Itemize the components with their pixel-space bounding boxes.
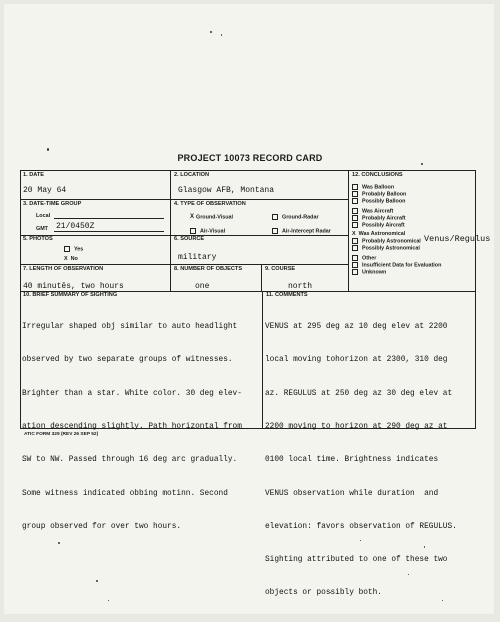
comments-line: 0100 local time. Brightness indicates xyxy=(265,456,439,465)
air-intercept-label: Air-Intercept Radar xyxy=(282,228,331,235)
checkbox xyxy=(352,269,358,275)
conclusion-was-balloon: Was Balloon xyxy=(352,184,441,191)
photos-yes xyxy=(64,246,83,252)
conclusion-possibly-astronomical: Possibly Astronomical xyxy=(352,245,441,252)
conclusion-possibly-balloon: Possibly Balloon xyxy=(352,198,441,205)
length-value: 40 minutēs, two hours xyxy=(23,282,124,291)
divider-summary-comments xyxy=(262,291,263,429)
date-label: 1. DATE xyxy=(23,172,45,178)
was-astronomical-checkmark: X xyxy=(352,231,356,238)
length-label: 7. LENGTH OF OBSERVATION xyxy=(23,266,104,272)
divider-col-course xyxy=(261,264,262,291)
card-border-left xyxy=(20,170,21,429)
course-value: north xyxy=(288,282,313,291)
scan-speck xyxy=(47,148,49,151)
summary-label: 10. BRIEF SUMMARY OF SIGHTING xyxy=(23,292,118,298)
ground-visual-label: Ground-Visual xyxy=(196,214,234,221)
checkbox xyxy=(352,191,358,197)
air-visual-checkbox xyxy=(190,228,196,234)
comments-line: local moving tohorizon at 2300, 310 deg xyxy=(265,356,448,365)
summary-text xyxy=(22,300,242,555)
type-air-visual xyxy=(190,228,225,234)
photos-no-checkmark: X xyxy=(64,256,68,262)
type-ground-radar xyxy=(272,214,319,220)
source-label: 6. SOURCE xyxy=(174,236,205,242)
summary-line: Brighter than a star. White color. 30 deg elev- xyxy=(22,389,242,398)
location-value: Glasgow AFB, Montana xyxy=(178,186,275,195)
photos-no-label: No xyxy=(70,256,78,262)
air-intercept-checkbox xyxy=(272,228,278,234)
scan-speck xyxy=(221,34,222,36)
conclusion-insufficient-data: Insufficient Data for Evaluation xyxy=(352,262,441,269)
dtg-gmt-line xyxy=(54,231,164,232)
card-border-top xyxy=(20,170,476,171)
num-objects-label: 8. NUMBER OF OBJECTS xyxy=(174,266,243,272)
form-footer: ATIC FORM 329 (REV 26 SEP 52) xyxy=(24,432,99,437)
comments-line: Sighting attributed to one of these two xyxy=(265,556,448,565)
air-visual-label: Air-Visual xyxy=(200,228,226,235)
source-value: military xyxy=(178,253,217,262)
divider-row3 xyxy=(20,264,348,265)
conclusion-other: Other xyxy=(352,255,441,262)
type-obs-label: 4. TYPE OF OBSERVATION xyxy=(174,201,246,207)
conclusion-probably-balloon: Probably Balloon xyxy=(352,191,441,198)
course-label: 9. COURSE xyxy=(265,266,296,272)
conclusion-handwritten-note: Venus/Regulus xyxy=(424,234,491,244)
dtg-gmt-value: 21/0450Z xyxy=(56,222,95,231)
ground-radar-label: Ground-Radar xyxy=(282,214,319,221)
checkbox xyxy=(352,262,358,268)
summary-line: ation descending slightly. Path horizontal from xyxy=(22,423,242,432)
divider-row1 xyxy=(20,199,348,200)
conclusion-probably-aircraft: Probably Aircraft xyxy=(352,215,441,222)
checkbox xyxy=(352,198,358,204)
scan-speck xyxy=(96,580,98,582)
type-air-intercept-radar xyxy=(272,228,331,234)
dtg-local-label: Local xyxy=(36,213,51,219)
conclusion-was-astronomical: X Was Astronomical xyxy=(352,231,406,238)
conclusion-possibly-aircraft: Possibly Aircraft xyxy=(352,222,441,229)
comments-line: VENUS at 295 deg az 10 deg elev at 2200 xyxy=(265,323,448,332)
type-ground-visual xyxy=(190,214,233,220)
checkbox xyxy=(352,238,358,244)
conclusion-unknown: Unknown xyxy=(352,269,441,276)
conclusion-probably-astronomical: Probably Astronomical xyxy=(352,238,441,245)
scan-speck xyxy=(108,600,109,601)
comments-line: VENUS observation while duration and xyxy=(265,489,439,498)
comments-text xyxy=(265,300,457,622)
card-border-right xyxy=(475,170,476,429)
conclusions-list xyxy=(352,184,441,276)
conclusions-label: 12. CONCLUSIONS xyxy=(352,172,403,178)
location-label: 2. LOCATION xyxy=(174,172,210,178)
ground-visual-checkbox: X xyxy=(190,214,195,220)
dtg-label: 3. DATE-TIME GROUP xyxy=(23,201,82,207)
summary-line: SW to NW. Passed through 16 deg arc gradually. xyxy=(22,456,238,465)
summary-line: observed by two separate groups of witnesses. xyxy=(22,356,233,365)
scan-speck xyxy=(210,31,212,33)
summary-line: group observed for over two hours. xyxy=(22,522,182,531)
dtg-local-line xyxy=(54,218,164,219)
scan-speck xyxy=(421,163,423,165)
checkbox xyxy=(352,184,358,190)
checkbox xyxy=(352,222,358,228)
comments-line: 2200 moving to horizon at 290 deg az at xyxy=(265,423,448,432)
conclusion-was-aircraft: Was Aircraft xyxy=(352,208,441,215)
photos-label: 5. PHOTOS xyxy=(23,236,53,242)
date-value: 20 May 64 xyxy=(23,186,67,195)
comments-line: az. REGULUS at 250 deg az 30 deg elev at xyxy=(265,389,453,398)
comments-line: objects or possibly both. xyxy=(265,589,382,598)
photos-yes-checkbox xyxy=(64,246,70,252)
checkbox xyxy=(352,245,358,251)
ground-radar-checkbox xyxy=(272,214,278,220)
comments-label: 11. COMMENTS xyxy=(266,292,308,298)
comments-line: elevation: favors observation of REGULUS. xyxy=(265,522,457,531)
checkbox xyxy=(352,255,358,261)
num-objects-value: one xyxy=(195,282,210,291)
divider-col1 xyxy=(170,170,171,291)
checkbox xyxy=(352,208,358,214)
photos-no xyxy=(64,256,78,262)
photos-yes-label: Yes xyxy=(74,246,84,253)
dtg-gmt-label: GMT xyxy=(36,226,48,232)
divider-col2 xyxy=(348,170,349,291)
summary-line: Some witness indicated obbing motinn. Second xyxy=(22,489,228,498)
card-title: PROJECT 10073 RECORD CARD xyxy=(177,153,323,163)
summary-line: Irregular shaped obj similar to auto headlight xyxy=(22,323,238,332)
checkbox xyxy=(352,215,358,221)
